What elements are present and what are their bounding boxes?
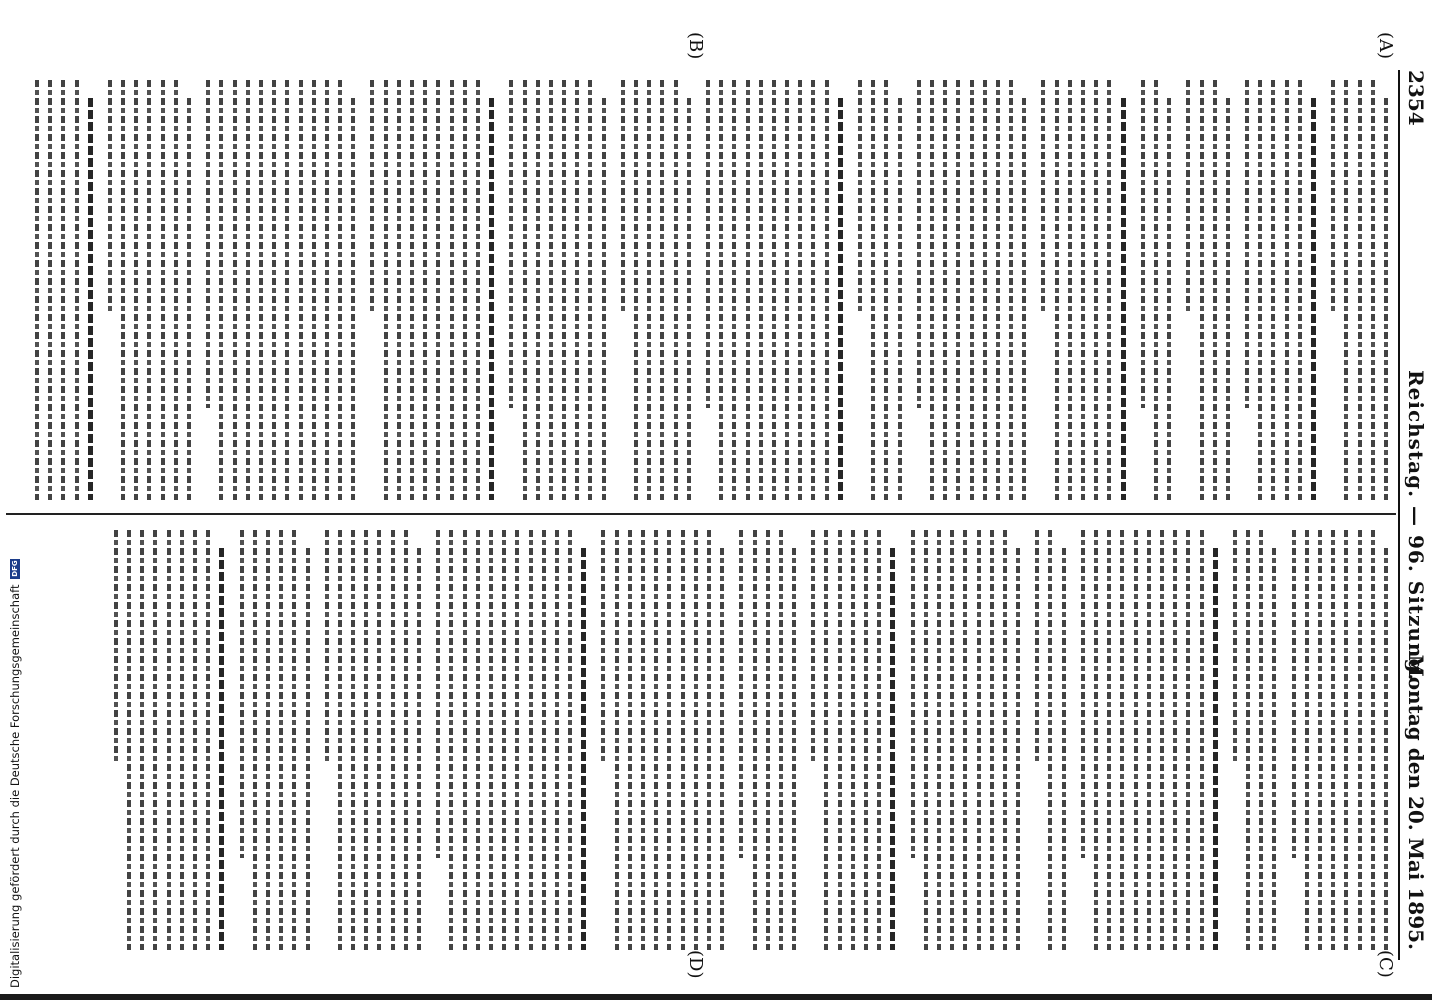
text-line [911,530,915,858]
text-line [489,530,493,950]
paragraph-gap [93,80,99,500]
page-header [1396,60,1432,960]
text-line [785,80,789,500]
text-line [1107,80,1111,500]
text-line [1068,80,1072,500]
text-line [450,80,454,500]
text-line [1081,530,1085,858]
text-line [1049,530,1053,950]
text-line [555,530,559,950]
text-line [1081,80,1085,500]
text-line [219,80,223,500]
text-line [1384,548,1388,950]
text-line [1134,530,1138,950]
paragraph-gap [691,80,697,500]
text-line [325,530,329,761]
text-line [1292,530,1296,858]
text-line [898,98,902,500]
text-line [542,530,546,950]
paragraph-gap [1316,80,1322,500]
text-line [687,98,691,500]
text-line [660,80,664,500]
text-line [1226,98,1230,500]
scan-edge [0,994,1432,1000]
text-line [193,530,197,950]
paragraph-gap [606,80,612,500]
text-line [549,80,553,500]
text-line [589,80,593,500]
text-line [266,530,270,950]
text-line [1186,530,1190,950]
text-line [154,530,158,950]
paragraph-gap [191,80,197,500]
text-line [364,530,368,950]
text-line [246,80,250,500]
text-line [423,80,427,500]
text-line [1272,80,1276,500]
paragraph-gap [902,80,908,500]
text-line [1245,80,1249,408]
text-line [134,80,138,500]
text-line [476,80,480,500]
text-line [739,530,743,858]
text-column-left [28,80,1388,500]
column-divider [6,513,1396,515]
text-line [581,548,586,950]
text-line [378,530,382,950]
text-line [779,530,783,950]
text-line [1154,80,1158,500]
text-line [463,530,467,950]
text-line [732,80,736,500]
text-line [851,530,855,950]
text-line [167,530,171,950]
text-line [1160,530,1164,950]
text-line [436,530,440,858]
text-line [187,98,191,500]
text-line [1305,530,1309,950]
paragraph-gap [310,530,316,950]
text-line [877,530,881,950]
dfg-logo: DFG [11,560,19,577]
text-line [1298,80,1302,500]
text-line [1318,530,1322,950]
margin-letter-d: (D) [685,950,706,979]
paragraph-gap [895,530,901,950]
text-line [634,80,638,500]
text-line [858,80,862,311]
text-line [812,80,816,500]
text-line [436,80,440,500]
text-line [1042,80,1046,311]
text-line [970,80,974,500]
text-line [1358,530,1362,950]
text-line [641,530,645,950]
paragraph-gap [586,530,592,950]
text-line [1233,530,1237,761]
text-line [121,80,125,500]
text-line [628,530,632,950]
text-line [568,530,572,950]
text-line [1186,80,1190,311]
text-line [1371,80,1375,500]
text-line [48,80,52,500]
text-line [963,530,967,950]
text-line [114,530,118,761]
text-line [1147,530,1151,950]
text-line [410,80,414,500]
margin-letter-c: (C) [1375,950,1396,978]
text-line [937,530,941,950]
text-line [811,530,815,761]
text-line [1094,530,1098,950]
text-line [127,530,131,950]
text-line [391,530,395,950]
text-line [338,530,342,950]
text-line [1009,80,1013,500]
text-line [1141,80,1145,408]
page-number: 2354 [1404,70,1428,126]
paragraph-gap [224,530,230,950]
text-line [667,530,671,950]
text-line [140,530,144,950]
paragraph-gap [1230,80,1236,500]
paragraph-gap [724,530,730,950]
text-line [1371,530,1375,950]
text-line [759,80,763,500]
text-line [1062,548,1066,950]
text-line [943,80,947,500]
text-line [108,80,112,311]
text-line [1094,80,1098,500]
text-line [1273,548,1277,950]
text-line [351,530,355,950]
text-line [476,530,480,950]
text-line [240,530,244,858]
text-line [621,80,625,311]
paragraph-gap [843,80,849,500]
text-line [299,80,303,500]
text-line [1331,80,1335,311]
text-line [615,530,619,950]
text-line [562,80,566,500]
paragraph-gap [99,530,105,950]
text-line [272,80,276,500]
text-line [509,80,513,408]
text-line [259,80,263,500]
text-line [772,80,776,500]
text-line [1167,98,1171,500]
paragraph-gap [1171,80,1177,500]
text-line [798,80,802,500]
text-line [647,80,651,500]
text-line [306,548,310,950]
text-line [206,80,210,408]
text-line [292,530,296,950]
paragraph-gap [494,80,500,500]
text-line [1311,98,1316,500]
text-line [1003,530,1007,950]
text-line [1016,548,1020,950]
text-line [1200,530,1204,950]
text-line [1200,80,1204,500]
digitization-caption: Digitalisierung gefördert durch die Deutsche Forschungsgemeinschaft [8,584,22,988]
text-line [529,530,533,950]
text-line [924,530,928,950]
text-line [174,80,178,500]
text-line [325,80,329,500]
text-line [397,80,401,500]
text-line [1331,530,1335,950]
text-line [384,80,388,500]
text-line [515,530,519,950]
text-line [990,530,994,950]
text-line [1120,530,1124,950]
text-line [206,530,210,950]
text-line [536,80,540,500]
text-line [1213,548,1218,950]
text-line [338,80,342,500]
newspaper-page [6,20,1432,980]
text-line [489,98,494,500]
text-line [219,548,224,950]
paragraph-gap [1218,530,1224,950]
paragraph-gap [1277,530,1283,950]
text-line [523,80,527,500]
text-line [720,548,724,950]
text-line [75,80,79,500]
text-column-right [28,530,1388,950]
text-line [825,80,829,500]
text-line [1258,80,1262,500]
text-line [1358,80,1362,500]
text-line [792,548,796,950]
text-line [1213,80,1217,500]
text-line [838,98,843,500]
text-line [285,80,289,500]
text-line [1055,80,1059,500]
paragraph-gap [1020,530,1026,950]
text-line [930,80,934,500]
text-line [746,80,750,500]
text-line [253,530,257,950]
text-line [707,530,711,950]
text-line [602,530,606,761]
paragraph-gap [1126,80,1132,500]
paragraph-gap [1066,530,1072,950]
text-line [1285,80,1289,500]
text-line [1344,80,1348,500]
text-line [1384,98,1388,500]
text-line [1344,530,1348,950]
text-line [996,80,1000,500]
text-line [180,530,184,950]
text-line [890,548,895,950]
text-line [1121,98,1126,500]
text-line [279,530,283,950]
paragraph-gap [1026,80,1032,500]
text-line [371,80,375,311]
text-line [694,530,698,950]
text-line [312,80,316,500]
text-line [825,530,829,950]
text-line [404,530,408,950]
text-line [1107,530,1111,950]
text-line [148,80,152,500]
text-line [917,80,921,408]
text-line [1022,98,1026,500]
page-title: Reichstag. — 96. Sitzung. [1404,370,1428,682]
text-line [417,548,421,950]
text-line [351,98,355,500]
text-line [956,80,960,500]
text-line [871,80,875,500]
text-line [575,80,579,500]
text-line [602,98,606,500]
margin-letter-b: (B) [685,32,706,60]
text-line [449,530,453,950]
text-line [674,80,678,500]
paragraph-gap [796,530,802,950]
text-line [884,80,888,500]
text-line [977,530,981,950]
paragraph-gap [421,530,427,950]
text-line [233,80,237,500]
text-line [753,530,757,950]
text-line [1035,530,1039,761]
text-line [838,530,842,950]
text-line [719,80,723,500]
text-line [1173,530,1177,950]
text-line [706,80,710,408]
text-line [1246,530,1250,950]
paragraph-gap [355,80,361,500]
text-line [35,80,39,500]
header-rule [1398,70,1400,960]
text-line [654,530,658,950]
text-line [502,530,506,950]
text-line [463,80,467,500]
text-line [161,80,165,500]
text-line [864,530,868,950]
text-line [983,80,987,500]
text-line [681,530,685,950]
text-line [766,530,770,950]
text-line [88,98,93,500]
page-date: Montag den 20. Mai 1895. [1404,654,1428,950]
text-line [1259,530,1263,950]
text-line [950,530,954,950]
text-line [61,80,65,500]
margin-letter-a: (A) [1375,32,1396,60]
